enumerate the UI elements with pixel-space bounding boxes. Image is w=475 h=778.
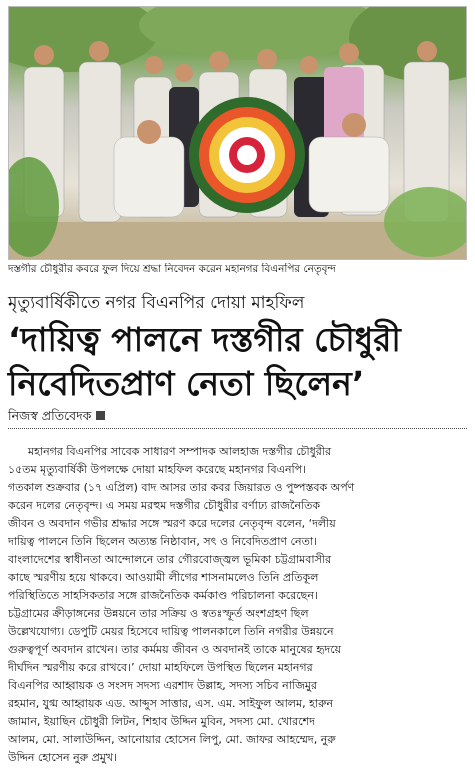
headline-line-1: ‘দায়িত্ব পালনে দস্তগীর চৌধুরী [8, 320, 401, 359]
body-line: মহানগর বিএনপির সাবেক সাধারণ সম্পাদক আলহাজ দস্তগীর চৌধুরীর [28, 445, 332, 458]
body-line: দীর্ঘদিন স্মরণীয় করে রাখবে।’ দোয়া মাহফিলে উপস্থিত ছিলেন মহানগর [8, 661, 313, 674]
body-line: করেন দলের নেতৃবৃন্দ। এ সময় মরহুম দস্তগীর চৌধুরীর বর্ণাঢ্য রাজনৈতিক [8, 499, 321, 512]
body-line: আলম, মো. সালাউদ্দিন, আনোয়ার হোসেন লিপু, মো. জাফর আহম্মেদ, নুরু [8, 733, 336, 746]
body-line: গুরুত্বপূর্ণ অবদান রাখেন। তার কর্মময় জীবন ও অবদানই তাকে মানুষের হৃদয়ে [8, 643, 342, 656]
byline-text: নিজস্ব প্রতিবেদক [8, 408, 92, 423]
body-line: জীবন ও অবদান গভীর শ্রদ্ধার সঙ্গে স্মরণ করে দলের নেতৃবৃন্দ বলেন, ‘দলীয় [8, 517, 336, 530]
body-line: ১৫তম মৃত্যুবার্ষিকী উপলক্ষে দোয়া মাহফিল করেছে মহানগর বিএনপি। [8, 463, 307, 476]
body-line: বিএনপির আহ্বায়ক ও সংসদ সদস্য এরশাদ উল্লাহ, সদস্য সচিব নাজিমুর [8, 679, 318, 692]
body-line: গতকাল শুক্রবার (১৭ এপ্রিল) বাদ আসর তার কবর জিয়ারত ও পুষ্পস্তবক অর্পণ [8, 481, 355, 494]
square-bullet-icon [96, 411, 105, 420]
article-headline [8, 318, 467, 406]
body-line: জামান, ইয়াছিন চৌধুরী লিটন, শিহাব উদ্দিন মুবিন, সদস্য মো. খোরশেদ [8, 715, 315, 728]
body-line: উদ্দিন হোসেন নুরু প্রমুখ। [8, 751, 118, 764]
body-line: বাংলাদেশের স্বাধীনতা আন্দোলনে তার গৌরবোজ্জ্বল ভূমিকা চট্টগ্রামবাসীর [8, 553, 332, 566]
body-line: কাছে স্মরণীয় হয়ে থাকবে। আওয়ামী লীগের শাসনামলেও তিনি প্রতিকূল [8, 571, 319, 584]
headline-line-2: নিবেদিতপ্রাণ নেতা ছিলেন’ [8, 364, 365, 403]
photo-illustration [9, 7, 466, 259]
body-line: পরিস্থিতিতে সাহসিকতার সঙ্গে রাজনৈতিক কর্মকাণ্ড পরিচালনা করেছেন। [8, 589, 318, 602]
body-line: উল্লেখযোগ্য। ডেপুটি মেয়র হিসেবে দায়িত্ব পালনকালে তিনি নগরীর উন্নয়নে [8, 625, 334, 638]
body-line: রহমান, যুগ্ম আহ্বায়ক এড. আব্দুস সাত্তার, এস. এম. সাইফুল আলম, হারুন [8, 697, 334, 710]
photo-caption: দস্তগীর চৌধুরীর কবরে ফুল দিয়ে শ্রদ্ধা নিবেদন করেন মহানগর বিএনপির নেতৃবৃন্দ [8, 263, 336, 275]
news-photo [8, 6, 467, 260]
divider [8, 428, 467, 429]
body-line: দায়িত্ব পালনে তিনি ছিলেন অত্যন্ত নিষ্ঠাবান, সৎ ও নিবেদিতপ্রাণ নেতা। [8, 535, 317, 548]
body-line: চট্টগ্রামের ক্রীড়াঙ্গনের উন্নয়নে তার সক্রিয় ও স্বতঃস্ফূর্ত অংশগ্রহণ ছিল [8, 607, 309, 620]
article-kicker: মৃত্যুবার্ষিকীতে নগর বিএনপির দোয়া মাহফিল [8, 293, 305, 313]
article-body [8, 443, 467, 767]
byline [8, 408, 105, 424]
